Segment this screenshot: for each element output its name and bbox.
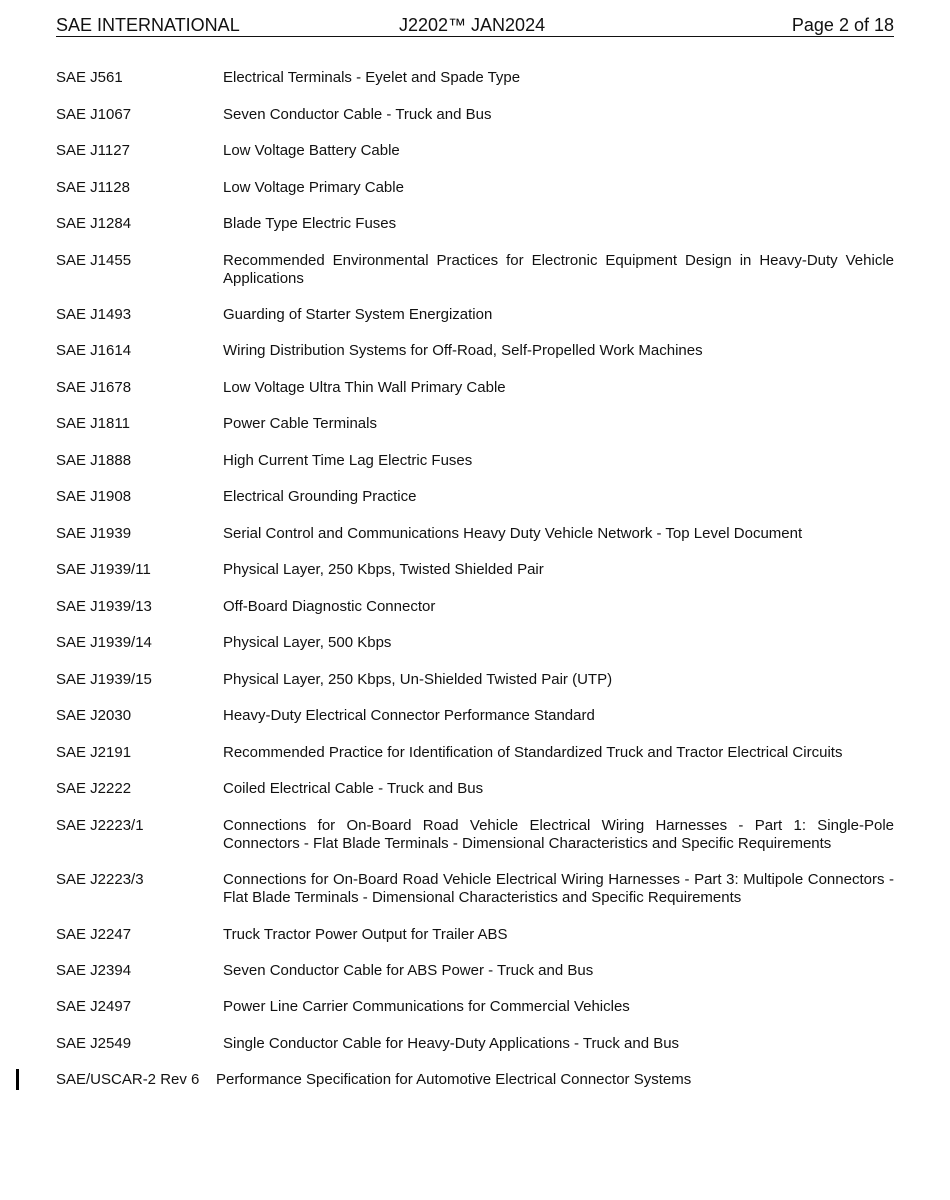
reference-code: SAE J1455: [56, 252, 132, 269]
reference-code: SAE J2222: [56, 780, 132, 797]
reference-title: Low Voltage Battery Cable: [223, 142, 400, 159]
header-organization: SAE INTERNATIONAL: [56, 15, 240, 35]
reference-title: Connections for On-Board Road Vehicle Electrical Wiring Harnesses - Part 1: Single-Pole Connectors - Flat Blade Terminals - Dimensional Characteristics and Specific Requirements: [223, 817, 894, 852]
reference-code: SAE J1128: [56, 179, 130, 196]
reference-title: Recommended Environmental Practices for Electronic Equipment Design in Heavy-Duty Vehicle Applications: [223, 252, 894, 287]
reference-code: SAE/USCAR-2 Rev 6: [56, 1071, 200, 1088]
reference-title: Single Conductor Cable for Heavy-Duty Applications - Truck and Bus: [223, 1035, 680, 1052]
reference-code: SAE J1614: [56, 342, 132, 359]
reference-code: SAE J2223/1: [56, 817, 144, 834]
reference-title: Connections for On-Board Road Vehicle Electrical Wiring Harnesses - Part 3: Multipole Connectors - Flat Blade Terminals - Dimensional Characteristics and Specific Requirements: [223, 871, 894, 906]
reference-title: Performance Specification for Automotive Electrical Connector Systems: [216, 1071, 692, 1088]
reference-title: Off-Board Diagnostic Connector: [223, 598, 436, 615]
reference-code: SAE J1811: [56, 415, 130, 432]
reference-code: SAE J2549: [56, 1035, 132, 1052]
reference-title: Low Voltage Primary Cable: [223, 179, 404, 196]
reference-title: Physical Layer, 250 Kbps, Twisted Shielded Pair: [223, 561, 544, 578]
reference-code: SAE J1067: [56, 106, 132, 123]
reference-code: SAE J2247: [56, 926, 132, 943]
reference-code: SAE J1939: [56, 525, 132, 542]
reference-code: SAE J1939/11: [56, 561, 151, 578]
reference-code: SAE J2497: [56, 998, 132, 1015]
reference-code: SAE J1939/15: [56, 671, 152, 688]
reference-title: Seven Conductor Cable for ABS Power - Truck and Bus: [223, 962, 594, 979]
reference-code: SAE J1678: [56, 379, 132, 396]
revision-change-bar: [16, 1069, 19, 1090]
reference-code: SAE J2191: [56, 744, 132, 761]
reference-title: Coiled Electrical Cable - Truck and Bus: [223, 780, 484, 797]
reference-title: Serial Control and Communications Heavy Duty Vehicle Network - Top Level Document: [223, 525, 803, 542]
reference-title: Power Cable Terminals: [223, 415, 377, 432]
reference-code: SAE J2223/3: [56, 871, 144, 888]
reference-code: SAE J1284: [56, 215, 132, 232]
reference-code: SAE J1939/14: [56, 634, 152, 651]
reference-title: Seven Conductor Cable - Truck and Bus: [223, 106, 492, 123]
reference-title: Wiring Distribution Systems for Off-Road, Self-Propelled Work Machines: [223, 342, 703, 359]
reference-title: Electrical Terminals - Eyelet and Spade Type: [223, 69, 521, 86]
reference-title: Electrical Grounding Practice: [223, 488, 417, 505]
reference-code: SAE J1939/13: [56, 598, 152, 615]
reference-title: Blade Type Electric Fuses: [223, 215, 397, 232]
reference-code: SAE J1888: [56, 452, 132, 469]
reference-code: SAE J561: [56, 69, 123, 86]
reference-title: Heavy-Duty Electrical Connector Performance Standard: [223, 707, 595, 724]
reference-title: Truck Tractor Power Output for Trailer ABS: [223, 926, 508, 943]
reference-code: SAE J2030: [56, 707, 132, 724]
reference-title: Recommended Practice for Identification of Standardized Truck and Tractor Electrical Circuits: [223, 744, 843, 761]
reference-title: Power Line Carrier Communications for Commercial Vehicles: [223, 998, 630, 1015]
reference-code: SAE J2394: [56, 962, 132, 979]
header-page-number: Page 2 of 18: [791, 15, 894, 35]
reference-code: SAE J1127: [56, 142, 130, 159]
reference-title: Guarding of Starter System Energization: [223, 306, 493, 323]
reference-code: SAE J1908: [56, 488, 132, 505]
reference-title: Low Voltage Ultra Thin Wall Primary Cable: [223, 379, 506, 396]
reference-title: Physical Layer, 250 Kbps, Un-Shielded Twisted Pair (UTP): [223, 671, 613, 688]
reference-code: SAE J1493: [56, 306, 132, 323]
reference-title: Physical Layer, 500 Kbps: [223, 634, 392, 651]
header-document-id: J2202™ JAN2024: [399, 15, 546, 35]
reference-title: High Current Time Lag Electric Fuses: [223, 452, 473, 469]
